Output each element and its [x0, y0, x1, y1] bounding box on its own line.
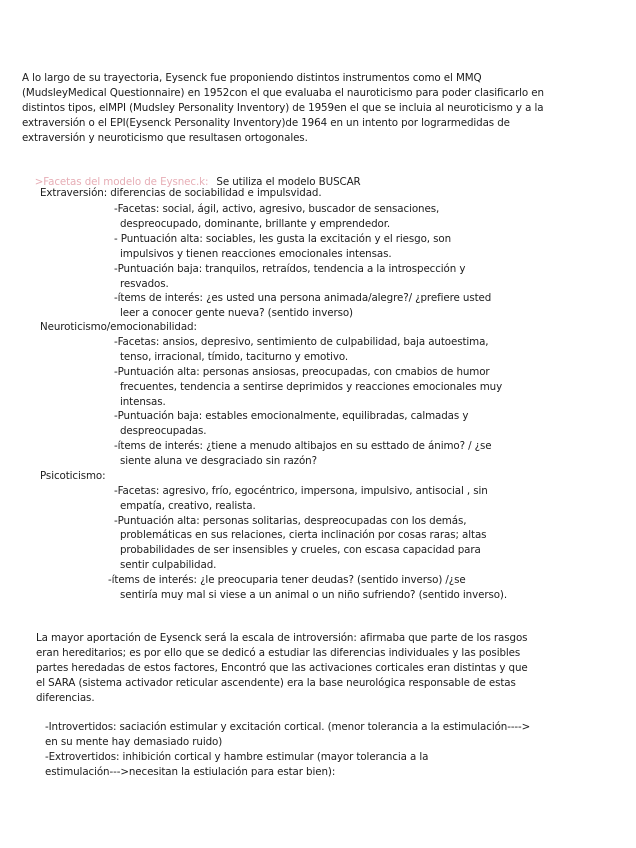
- extraversion-line: -Puntuación baja: tranquilos, retraídos, tendencia a la introspección y: [114, 263, 466, 275]
- psicoticismo-line: probabilidades de ser insensibles y crueles, con escasa capacidad para: [120, 544, 481, 556]
- neuroticismo-line: frecuentes, tendencia a sentirse deprimidos y reacciones emocionales muy: [120, 381, 503, 393]
- neuroticismo-line: siente aluna ve desgraciado sin razón?: [120, 455, 317, 467]
- neuroticismo-title: Neuroticismo/emocionabilidad:: [40, 321, 197, 333]
- intro-line: A lo largo de su trayectoria, Eysenck fue proponiendo distintos instrumentos como el MMQ: [22, 72, 482, 84]
- aportacion-line: el SARA (sistema activador reticular ascendente) era la base neurológica responsable de estas: [36, 677, 516, 689]
- psicoticismo-title: Psicoticismo:: [40, 470, 106, 482]
- neuroticismo-line: -Puntuación baja: estables emocionalmente, equilibradas, calmadas y: [114, 410, 469, 422]
- intro-line: extraversión y neuroticismo que resultasen ortogonales.: [22, 132, 308, 144]
- neuroticismo-line: intensas.: [120, 396, 166, 408]
- extraversion-line: leer a conocer gente nueva? (sentido inverso): [120, 307, 353, 319]
- extraversion-line: - Puntuación alta: sociables, les gusta la excitación y el riesgo, son: [114, 233, 452, 245]
- psicoticismo-line: -Facetas: agresivo, frío, egocéntrico, impersona, impulsivo, antisocial , sin: [114, 485, 488, 497]
- list-item: estimulación--->necesitan la estiulación para estar bien):: [45, 766, 336, 778]
- list-item: -Introvertidos: saciación estimular y excitación cortical. (menor tolerancia a la estimulación---->: [45, 721, 531, 733]
- psicoticismo-line: -ítems de interés: ¿le preocuparia tener deudas? (sentido inverso) /¿se: [108, 574, 466, 586]
- heading-text: Se utiliza el modelo BUSCAR: [216, 176, 361, 188]
- extraversion-line: impulsivos y tienen reacciones emocionales intensas.: [120, 248, 392, 260]
- neuroticismo-line: -Facetas: ansios, depresivo, sentimiento de culpabilidad, baja autoestima,: [114, 336, 489, 348]
- extraversion-line: despreocupado, dominante, brillante y emprendedor.: [120, 218, 391, 230]
- aportacion-line: La mayor aportación de Eysenck será la escala de introversión: afirmaba que parte de los rasgos: [36, 632, 528, 644]
- intro-line: distintos tipos, elMPI (Mudsley Personality Inventory) de 1959en el que se incluia al neuroticismo y a la: [22, 102, 544, 114]
- extraversion-line: -Facetas: social, ágil, activo, agresivo, buscador de sensaciones,: [114, 203, 440, 215]
- neuroticismo-line: despreocupadas.: [120, 425, 207, 437]
- neuroticismo-line: tenso, irracional, tímido, taciturno y emotivo.: [120, 351, 349, 363]
- intro-line: (MudsleyMedical Questionnaire) en 1952con el que evaluaba el nauroticismo para poder clasificarlo en: [22, 87, 544, 99]
- list-item: -Extrovertidos: inhibición cortical y hambre estimular (mayor tolerancia a la: [45, 751, 429, 763]
- psicoticismo-line: empatía, creativo, realista.: [120, 500, 256, 512]
- intro-line: extraversión o el EPI(Eysenck Personality Inventory)de 1964 en un intento por lograrmedidas de: [22, 117, 510, 129]
- aportacion-line: eran hereditarios; es por ello que se dedicó a estudiar las diferencias individuales y las posibles: [36, 647, 521, 659]
- heading-accent: >Facetas del modelo de Eysnec.k:: [34, 176, 209, 188]
- extraversion-title: Extraversión: diferencias de sociabilidad e impulsvidad.: [40, 187, 322, 199]
- neuroticismo-line: -Puntuación alta: personas ansiosas, preocupadas, con cmabios de humor: [114, 366, 490, 378]
- aportacion-line: diferencias.: [36, 692, 95, 704]
- psicoticismo-line: -Puntuación alta: personas solitarias, despreocupadas con los demás,: [114, 515, 467, 527]
- extraversion-line: -ítems de interés: ¿es usted una persona animada/alegre?/ ¿prefiere usted: [114, 292, 492, 304]
- neuroticismo-line: -ítems de interés: ¿tiene a menudo altibajos en su esttado de ánimo? / ¿se: [114, 440, 492, 452]
- psicoticismo-line: sentiría muy mal si viese a un animal o un niño sufriendo? (sentido inverso).: [120, 589, 508, 601]
- psicoticismo-line: sentir culpabilidad.: [120, 559, 217, 571]
- list-item: en su mente hay demasiado ruido): [45, 736, 223, 748]
- psicoticismo-line: problemáticas en sus relaciones, cierta inclinación por cosas raras; altas: [120, 529, 487, 541]
- aportacion-line: partes heredadas de estos factores, Encontró que las activaciones corticales eran distintas y que: [36, 662, 528, 674]
- extraversion-line: resvados.: [120, 278, 169, 290]
